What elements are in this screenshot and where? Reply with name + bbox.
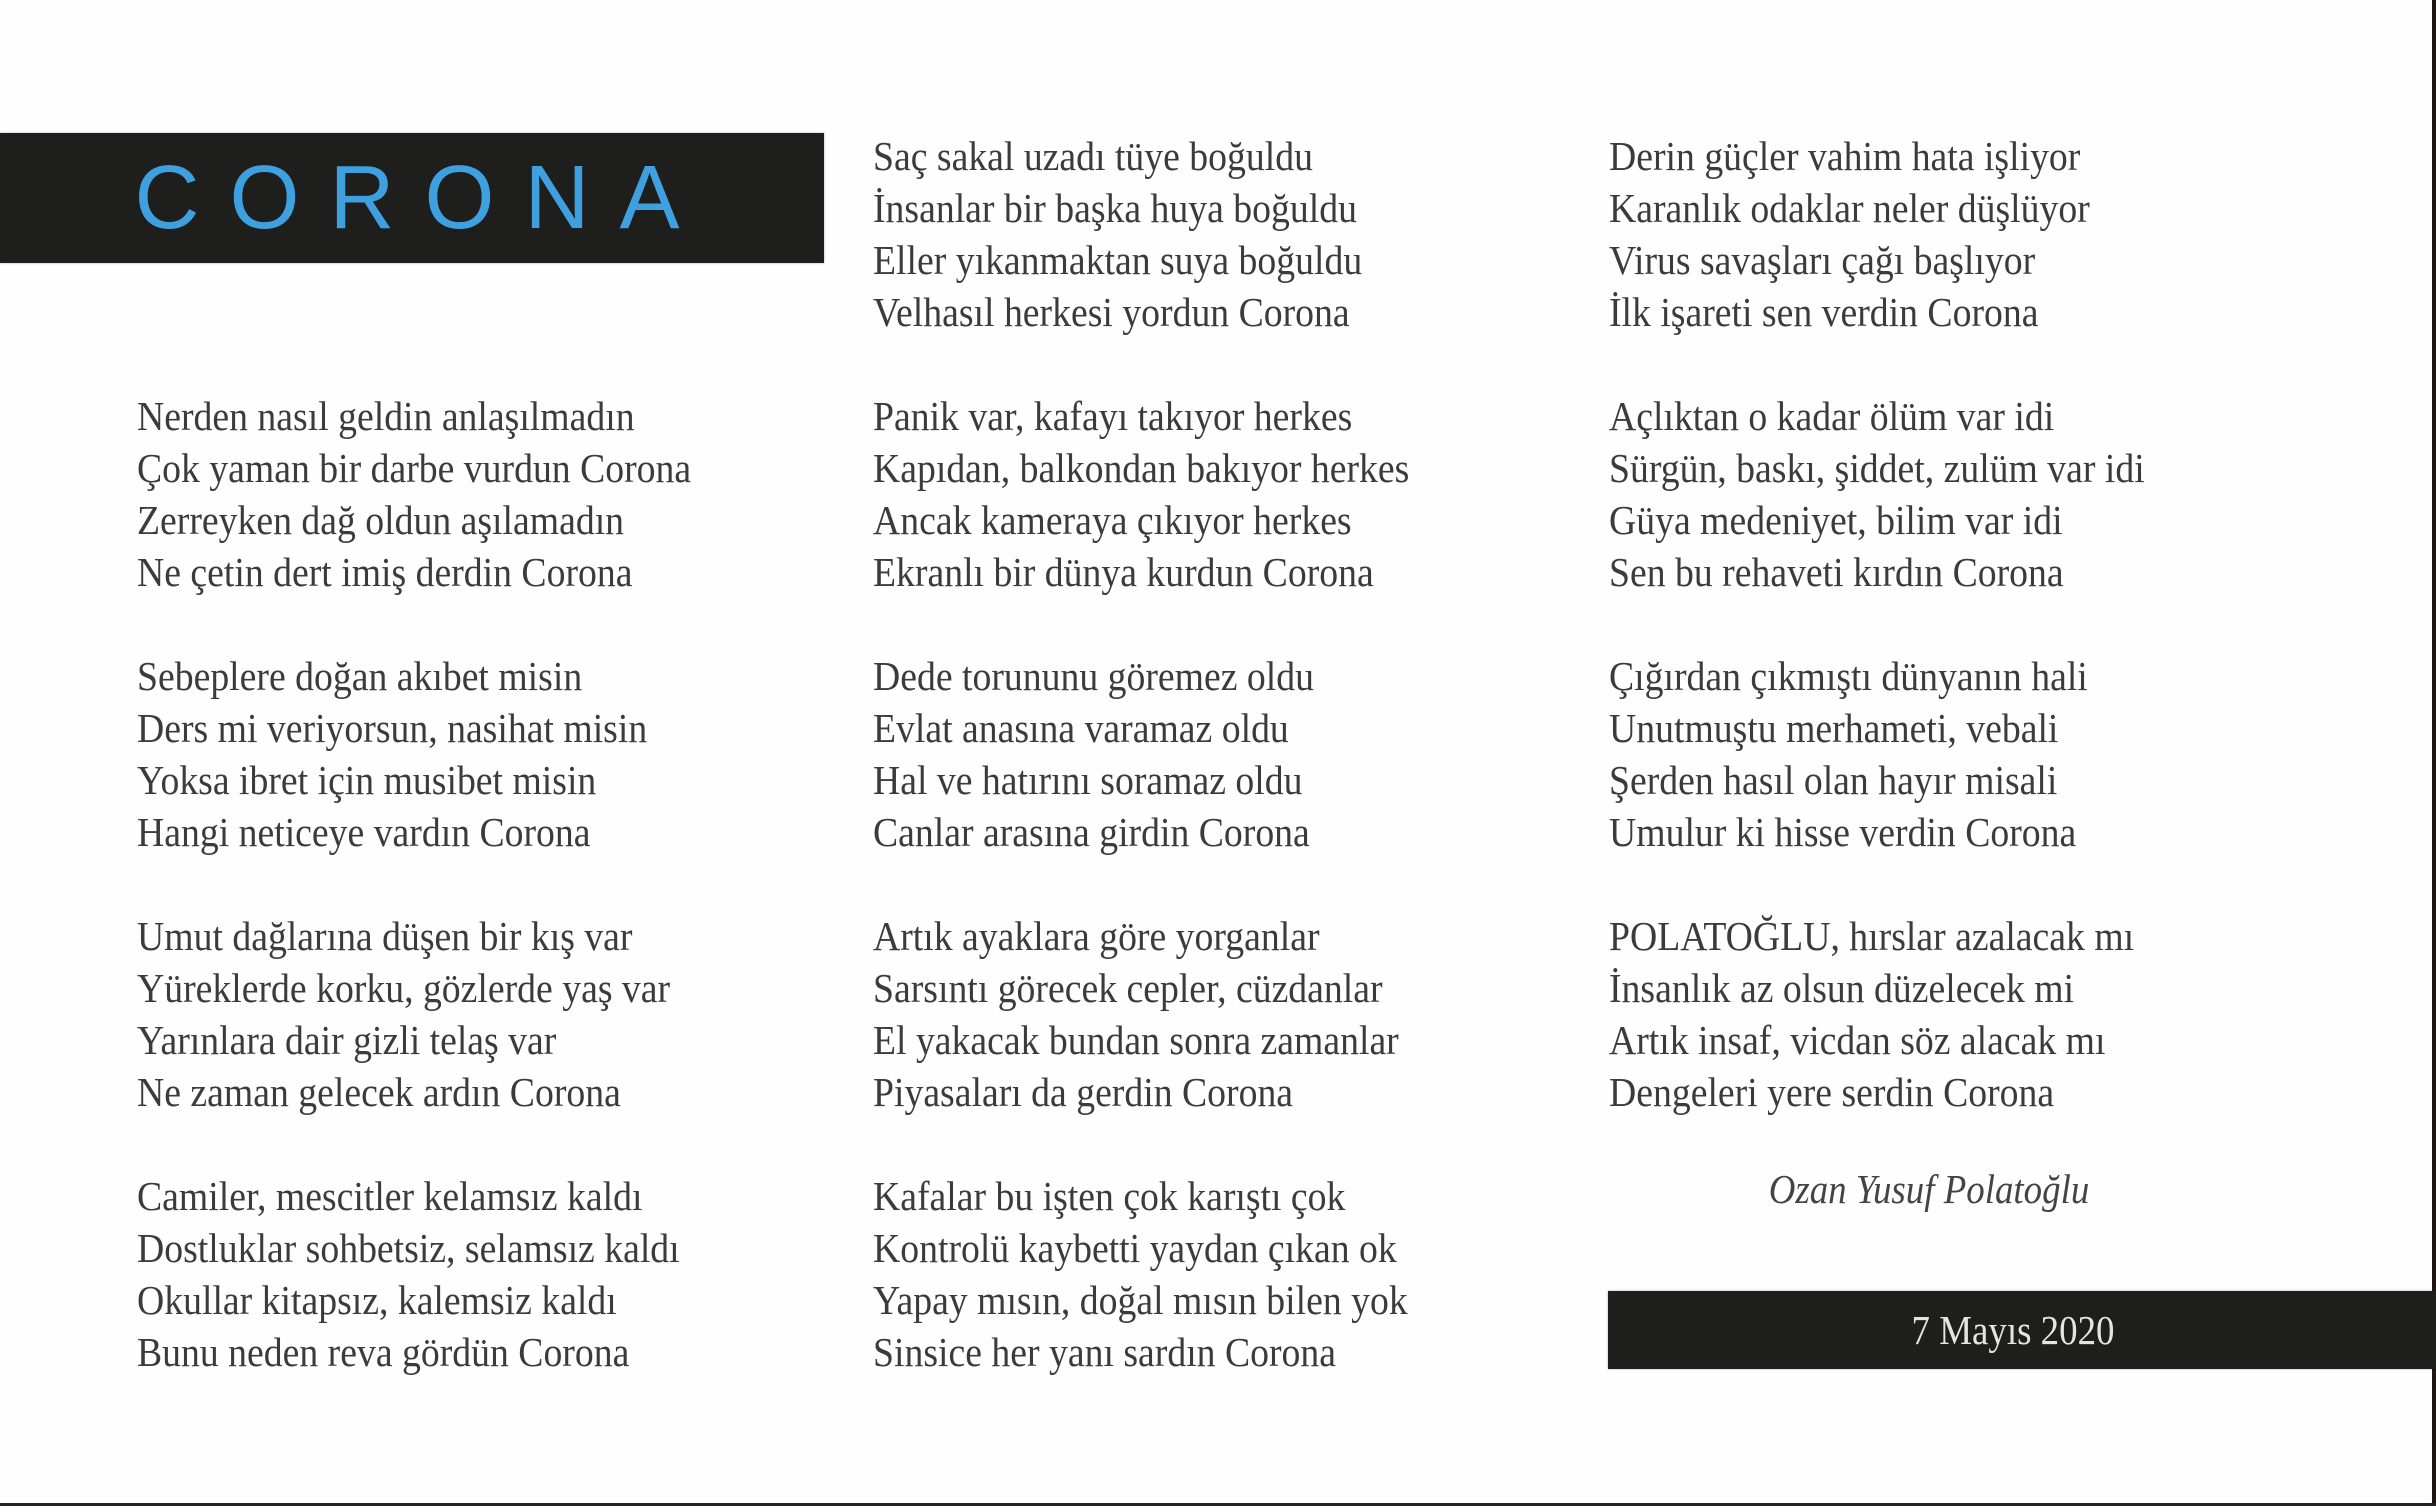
verse-line: Hangi neticeye vardın Corona [137,809,591,855]
verse-line: Artık ayaklara göre yorganlar [873,913,1320,959]
stanza [1609,130,2329,338]
verse-line: Ne zaman gelecek ardın Corona [137,1069,621,1115]
verse-line: Kapıdan, balkondan bakıyor herkes [873,445,1410,491]
stanza [873,910,1593,1118]
stanza [1609,390,2329,598]
verse-line: Açlıktan o kadar ölüm var idi [1609,393,2055,439]
poem-date: 7 Mayıs 2020 [1911,1307,2115,1353]
verse-line: Nerden nasıl geldin anlaşılmadın [137,393,635,439]
verse-line: Ne çetin dert imiş derdin Corona [137,549,633,595]
verse-line: Ders mi veriyorsun, nasihat misin [137,705,648,751]
poem-title: CORONA [134,147,710,248]
verse-line: Bunu neden reva gördün Corona [137,1329,630,1375]
stanza [137,910,857,1118]
verse-line: Şerden hasıl olan hayır misali [1609,757,2058,803]
verse-line: Çığırdan çıkmıştı dünyanın hali [1609,653,2088,699]
verse-line: Sarsıntı görecek cepler, cüzdanlar [873,965,1383,1011]
verse-line: Hal ve hatırını soramaz oldu [873,757,1303,803]
verse-line: Yarınlara dair gizli telaş var [137,1017,557,1063]
verse-line: Sürgün, baskı, şiddet, zulüm var idi [1609,445,2145,491]
verse-line: El yakacak bundan sonra zamanlar [873,1017,1399,1063]
stanza [137,390,857,598]
verse-line: Unutmuştu merhameti, vebali [1609,705,2059,751]
verse-line: Kafalar bu işten çok karıştı çok [873,1173,1346,1219]
verse-line: Kontrolü kaybetti yaydan çıkan ok [873,1225,1397,1271]
verse-line: Umut dağlarına düşen bir kış var [137,913,633,959]
verse-line: Artık insaf, vicdan söz alacak mı [1609,1017,2106,1063]
title-banner [0,133,824,263]
poem-column-2 [873,130,1593,1430]
verse-line: Canlar arasına girdin Corona [873,809,1310,855]
poem-column-1 [137,390,857,1430]
stanza [137,650,857,858]
verse-line: Evlat anasına varamaz oldu [873,705,1289,751]
verse-line: Velhasıl herkesi yordun Corona [873,289,1350,335]
right-border [2432,0,2436,1506]
stanza [1609,650,2329,858]
verse-line: Ancak kameraya çıkıyor herkes [873,497,1352,543]
verse-line: Güya medeniyet, bilim var idi [1609,497,2063,543]
verse-line: Derin güçler vahim hata işliyor [1609,133,2081,179]
stanza [873,130,1593,338]
verse-line: Ekranlı bir dünya kurdun Corona [873,549,1374,595]
stanza [873,1170,1593,1378]
verse-line: Yoksa ibret için musibet misin [137,757,597,803]
verse-line: İnsanlar bir başka huya boğuldu [873,185,1357,231]
verse-line: Virus savaşları çağı başlıyor [1609,237,2036,283]
verse-line: Okullar kitapsız, kalemsiz kaldı [137,1277,617,1323]
verse-line: Dostluklar sohbetsiz, selamsız kaldı [137,1225,680,1271]
poem-column-3 [1609,130,2329,1170]
stanza [873,390,1593,598]
verse-line: Dede torununu göremez oldu [873,653,1314,699]
author-signature: Ozan Yusuf Polatoğlu [1768,1166,2090,1212]
verse-line: Piyasaları da gerdin Corona [873,1069,1294,1115]
verse-line: Yapay mısın, doğal mısın bilen yok [873,1277,1408,1323]
date-banner [1608,1291,2436,1369]
stanza [873,650,1593,858]
verse-line: Eller yıkanmaktan suya boğuldu [873,237,1363,283]
verse-line: Panik var, kafayı takıyor herkes [873,393,1353,439]
verse-line: Sen bu rehaveti kırdın Corona [1609,549,2064,595]
verse-line: Zerreyken dağ oldun aşılamadın [137,497,625,543]
verse-line: Çok yaman bir darbe vurdun Corona [137,445,692,491]
verse-line: İnsanlık az olsun düzelecek mi [1609,965,2075,1011]
verse-line: Sinsice her yanı sardın Corona [873,1329,1337,1375]
verse-line: Camiler, mescitler kelamsız kaldı [137,1173,643,1219]
verse-line: Saç sakal uzadı tüye boğuldu [873,133,1313,179]
verse-line: Sebeplere doğan akıbet misin [137,653,583,699]
verse-line: İlk işareti sen verdin Corona [1609,289,2039,335]
verse-line: Yüreklerde korku, gözlerde yaş var [137,965,671,1011]
stanza [1609,910,2329,1118]
stanza [137,1170,857,1378]
verse-line: Dengeleri yere serdin Corona [1609,1069,2055,1115]
verse-line: POLATOĞLU, hırslar azalacak mı [1609,913,2135,959]
verse-line: Karanlık odaklar neler düşlüyor [1609,185,2090,231]
verse-line: Umulur ki hisse verdin Corona [1609,809,2077,855]
